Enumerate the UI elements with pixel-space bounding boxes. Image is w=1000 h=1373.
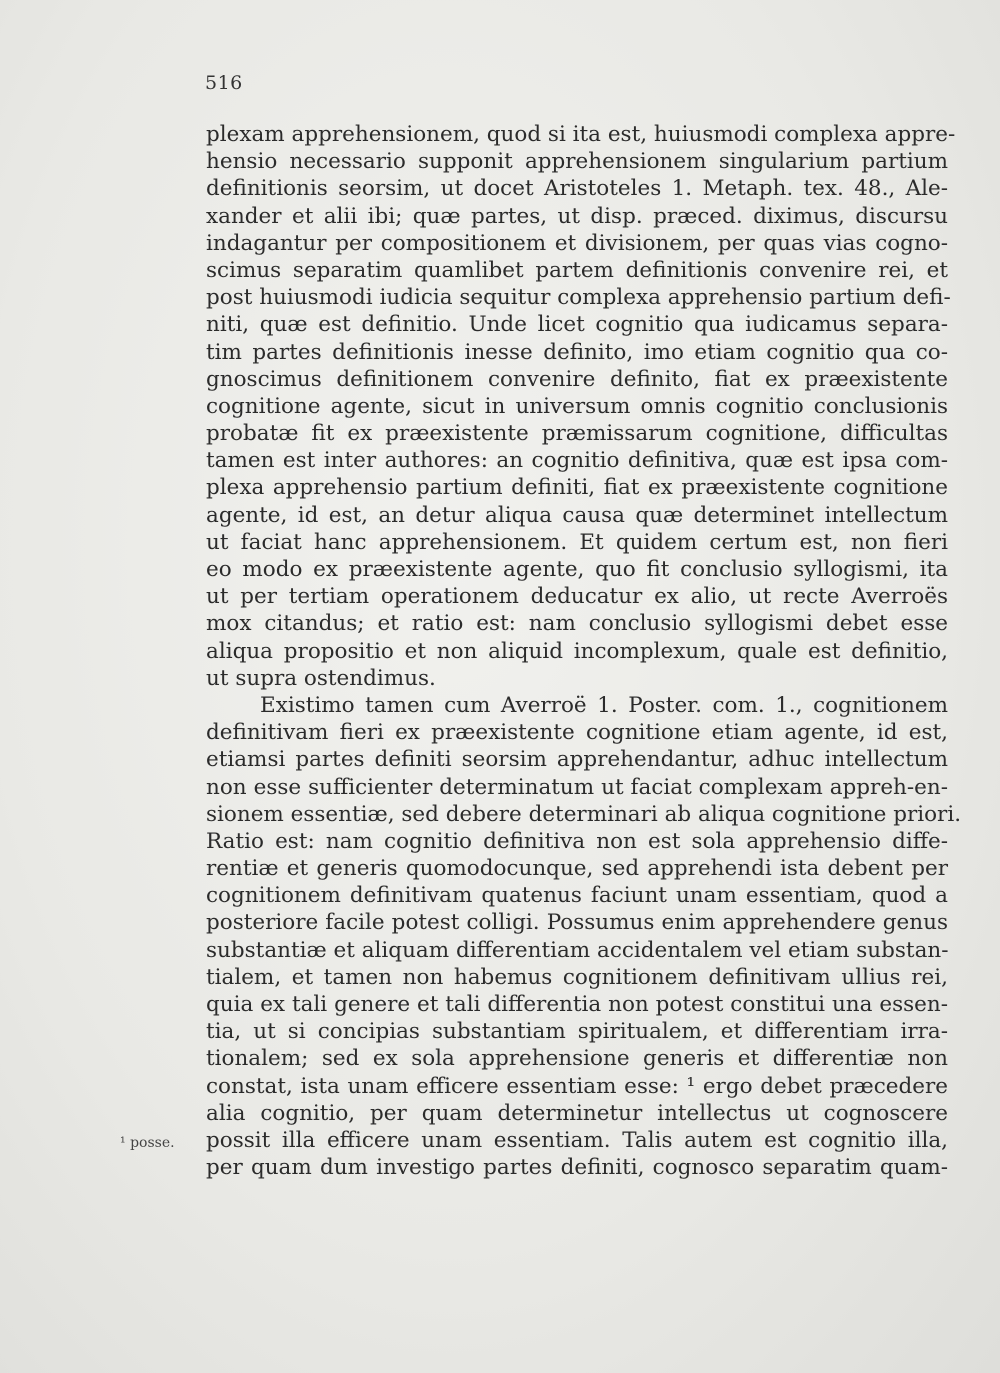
body-text: [206, 121, 962, 1181]
text-line: ut faciat hanc apprehensionem. Et quidem certum est, non fieri: [206, 529, 948, 555]
text-line: non esse sufficienter determinatum ut faciat complexam appreh-en-: [206, 774, 948, 800]
paragraph-start-line: Existimo tamen cum Averroë 1. Poster. com. 1., cognitionem: [260, 692, 948, 718]
text-line: tia, ut si concipias substantiam spiritualem, et differentiam irra-: [206, 1019, 948, 1045]
text-line: xander et alii ibi; quæ partes, ut disp. præced. diximus, discursu: [206, 203, 948, 229]
text-line: niti, quæ est definitio. Unde licet cognitio qua iudicamus separa-: [206, 312, 948, 338]
text-line: aliqua propositio et non aliquid incomplexum, quale est definitio,: [206, 638, 948, 664]
text-line: rentiæ et generis quomodocunque, sed apprehendi ista debent per: [206, 856, 948, 882]
text-line: eo modo ex præexistente agente, quo fit conclusio syllogismi, ita: [206, 557, 948, 582]
margin-footnote: ¹ posse.: [120, 1135, 175, 1151]
text-line: tim partes definitionis inesse definito, imo etiam cognitio qua co-: [206, 339, 948, 365]
text-line: agente, id est, an detur aliqua causa quæ determinet intellectum: [206, 502, 948, 528]
text-line: constat, ista unam efficere essentiam esse: ¹ ergo debet præcedere: [206, 1073, 948, 1099]
text-line: gnoscimus definitionem convenire definito, fiat ex præexistente: [206, 366, 948, 392]
text-line: mox citandus; et ratio est: nam conclusio syllogismi debet esse: [206, 611, 948, 637]
text-line: etiamsi partes definiti seorsim apprehendantur, adhuc intellectum: [206, 747, 948, 773]
text-line: hensio necessario supponit apprehensionem singularium partium: [206, 149, 948, 175]
text-line: ut per tertiam operationem deducatur ex alio, ut recte Averroës: [206, 584, 948, 610]
text-line: tialem, et tamen non habemus cognitionem definitivam ullius rei,: [206, 964, 948, 990]
page-number: 516: [205, 72, 243, 94]
text-line: possit illa efficere unam essentiam. Talis autem est cognitio illa,: [206, 1127, 948, 1153]
text-line: alia cognitio, per quam determinetur intellectus ut cognoscere: [206, 1100, 948, 1126]
text-line: quia ex tali genere et tali differentia non potest constitui una essen-: [206, 992, 948, 1017]
text-line: posteriore facile potest colligi. Possumus enim apprehendere genus: [206, 910, 948, 936]
text-line: ut supra ostendimus.: [206, 665, 436, 691]
text-line: plexam apprehensionem, quod si ita est, huiusmodi complexa appre-: [206, 122, 956, 147]
text-line: tionalem; sed ex sola apprehensione generis et differentiæ non: [206, 1046, 948, 1072]
text-line: plexa apprehensio partium definiti, fiat ex præexistente cognitione: [206, 475, 948, 501]
text-line: Ratio est: nam cognitio definitiva non est sola apprehensio diffe-: [206, 828, 948, 854]
text-line: indagantur per compositionem et divisionem, per quas vias cogno-: [206, 230, 948, 256]
text-line: sionem essentiæ, sed debere determinari ab aliqua cognitione priori.: [206, 801, 962, 827]
text-line: scimus separatim quamlibet partem definitionis convenire rei, et: [206, 257, 948, 283]
text-line: probatæ fit ex præexistente præmissarum cognitione, difficultas: [206, 421, 948, 447]
text-line: post huiusmodi iudicia sequitur complexa apprehensio partium defi-: [206, 285, 951, 311]
text-line: definitionis seorsim, ut docet Aristoteles 1. Metaph. tex. 48., Ale-: [206, 176, 948, 202]
text-line: per quam dum investigo partes definiti, cognosco separatim quam-: [206, 1155, 948, 1181]
text-line: cognitionem definitivam quatenus faciunt unam essentiam, quod a: [206, 883, 948, 909]
text-line: tamen est inter authores: an cognitio definitiva, quæ est ipsa com-: [206, 448, 948, 474]
text-line: definitivam fieri ex præexistente cognitione etiam agente, id est,: [206, 720, 948, 746]
text-line: substantiæ et aliquam differentiam accidentalem vel etiam substan-: [206, 937, 949, 963]
text-line: cognitione agente, sicut in universum omnis cognitio conclusionis: [206, 393, 948, 419]
